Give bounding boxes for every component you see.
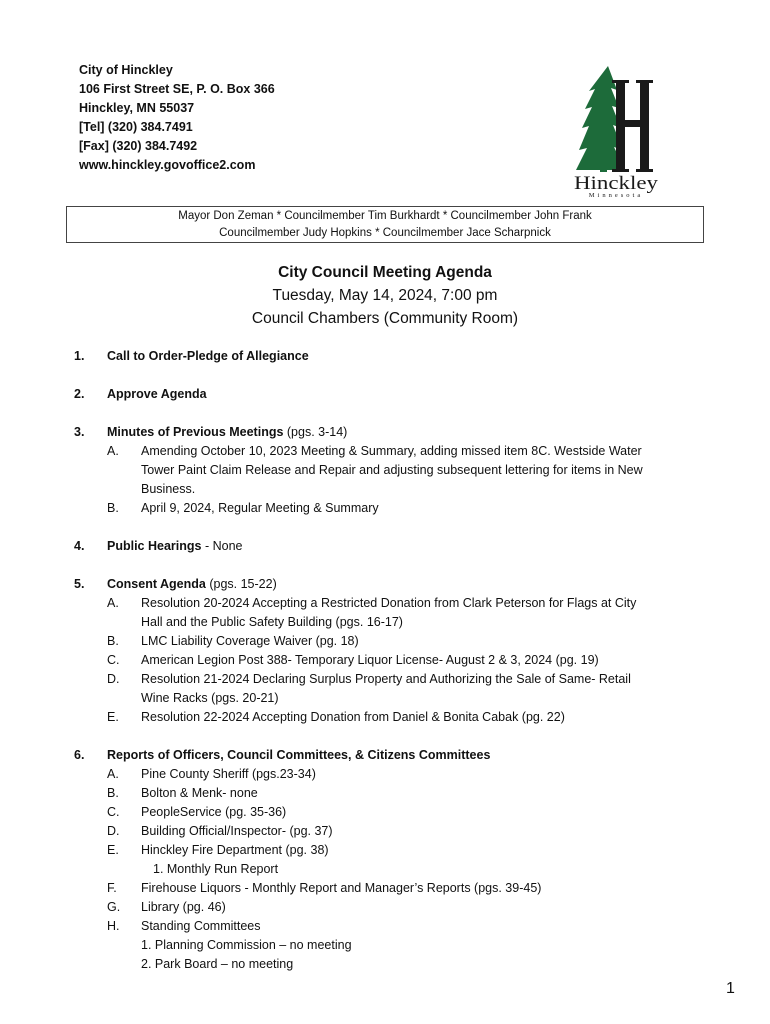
item-title: Consent Agenda xyxy=(107,577,206,591)
sub-item-text: Standing Committees xyxy=(141,919,261,933)
sub-item-text: Amending October 10, 2023 Meeting & Summary, adding missed item 8C. Westside Water xyxy=(141,444,642,458)
sub-item-text: American Legion Post 388- Temporary Liquor License- August 2 & 3, 2024 (pg. 19) xyxy=(141,653,599,667)
sub-item-text: Firehouse Liquors - Monthly Report and Manager’s Reports (pgs. 39-45) xyxy=(141,881,542,895)
sub-item-text: April 9, 2024, Regular Meeting & Summary xyxy=(141,501,379,515)
sub-letter: A. xyxy=(107,444,119,458)
website: www.hinckley.govoffice2.com xyxy=(79,158,256,172)
sub-letter: C. xyxy=(107,653,120,667)
item-heading xyxy=(107,575,277,594)
sub-letter: H. xyxy=(107,919,120,933)
sub-letter: E. xyxy=(107,710,119,724)
council-members-box xyxy=(66,206,704,243)
item-title: Reports of Officers, Council Committees, & Citizens Committees xyxy=(107,748,491,762)
sub-sub-item-text: 1. Monthly Run Report xyxy=(153,862,279,876)
item-title: Approve Agenda xyxy=(107,387,207,401)
item-note: (pgs. 15-22) xyxy=(205,577,277,591)
sub-letter: B. xyxy=(107,634,119,648)
item-heading xyxy=(107,423,347,442)
sub-item-text: Hall and the Public Safety Building (pgs. 16-17) xyxy=(141,615,403,629)
logo-wordmark: Hinckley xyxy=(574,173,659,194)
item-number: 5. xyxy=(74,577,85,591)
sub-item-text: Tower Paint Claim Release and Repair and adjusting subsequent lettering for items in New xyxy=(141,463,643,477)
item-note: (pgs. 3-14) xyxy=(283,425,348,439)
hinckley-logo xyxy=(570,62,662,198)
sub-item-text: Wine Racks (pgs. 20-21) xyxy=(141,691,279,705)
meeting-date: Tuesday, May 14, 2024, 7:00 pm xyxy=(272,287,498,304)
street-address: 106 First Street SE, P. O. Box 366 xyxy=(79,82,275,96)
item-note: - None xyxy=(201,539,243,553)
council-line-2: Councilmember Judy Hopkins * Councilmember Jace Scharpnick xyxy=(219,227,551,239)
sub-item-text: Pine County Sheriff (pgs.23-34) xyxy=(141,767,316,781)
agenda-title: City Council Meeting Agenda xyxy=(278,264,492,281)
sub-item-text: Library (pg. 46) xyxy=(141,900,226,914)
sub-letter: G. xyxy=(107,900,121,914)
item-title: Public Hearings xyxy=(107,539,202,553)
sub-item-text: Business. xyxy=(141,482,196,496)
sub-letter: B. xyxy=(107,501,119,515)
meeting-location: Council Chambers (Community Room) xyxy=(251,310,519,327)
city-address-block xyxy=(79,61,275,175)
sub-item-text: Hinckley Fire Department (pg. 38) xyxy=(141,843,329,857)
sub-item-text: Building Official/Inspector- (pg. 37) xyxy=(141,824,333,838)
page-number: 1 xyxy=(726,980,735,997)
council-line-1: Mayor Don Zeman * Councilmember Tim Burkhardt * Councilmember John Frank xyxy=(178,210,592,222)
logo-state: Minnesota xyxy=(588,192,644,198)
item-number: 2. xyxy=(74,387,85,401)
item-title: Minutes of Previous Meetings xyxy=(107,425,284,439)
sub-item-text: Bolton & Menk- none xyxy=(141,786,258,800)
sub-sub-item-text: 1. Planning Commission – no meeting xyxy=(141,938,352,952)
sub-item-text: Resolution 20-2024 Accepting a Restricted Donation from Clark Peterson for Flags at City xyxy=(141,596,637,610)
sub-letter: B. xyxy=(107,786,119,800)
city-state-zip: Hinckley, MN 55037 xyxy=(79,101,195,115)
sub-letter: F. xyxy=(107,881,117,895)
sub-letter: D. xyxy=(107,824,120,838)
item-number: 6. xyxy=(74,748,85,762)
item-heading xyxy=(107,537,242,556)
sub-sub-item-text: 2. Park Board – no meeting xyxy=(141,957,294,971)
sub-letter: E. xyxy=(107,843,119,857)
sub-letter: C. xyxy=(107,805,120,819)
sub-item-text: Resolution 22-2024 Accepting Donation from Daniel & Bonita Cabak (pg. 22) xyxy=(141,710,565,724)
sub-item-text: LMC Liability Coverage Waiver (pg. 18) xyxy=(141,634,359,648)
sub-item-text: PeopleService (pg. 35-36) xyxy=(141,805,287,819)
sub-item-text: Resolution 21-2024 Declaring Surplus Property and Authorizing the Sale of Same- Retail xyxy=(141,672,631,686)
telephone: [Tel] (320) 384.7491 xyxy=(79,120,193,134)
sub-letter: D. xyxy=(107,672,120,686)
sub-letter: A. xyxy=(107,596,119,610)
h-letter-icon xyxy=(612,80,653,172)
item-number: 3. xyxy=(74,425,85,439)
item-number: 4. xyxy=(74,539,85,553)
item-number: 1. xyxy=(74,349,85,363)
fax: [Fax] (320) 384.7492 xyxy=(79,139,198,153)
city-name: City of Hinckley xyxy=(79,63,173,77)
sub-letter: A. xyxy=(107,767,119,781)
item-title: Call to Order-Pledge of Allegiance xyxy=(107,349,309,363)
